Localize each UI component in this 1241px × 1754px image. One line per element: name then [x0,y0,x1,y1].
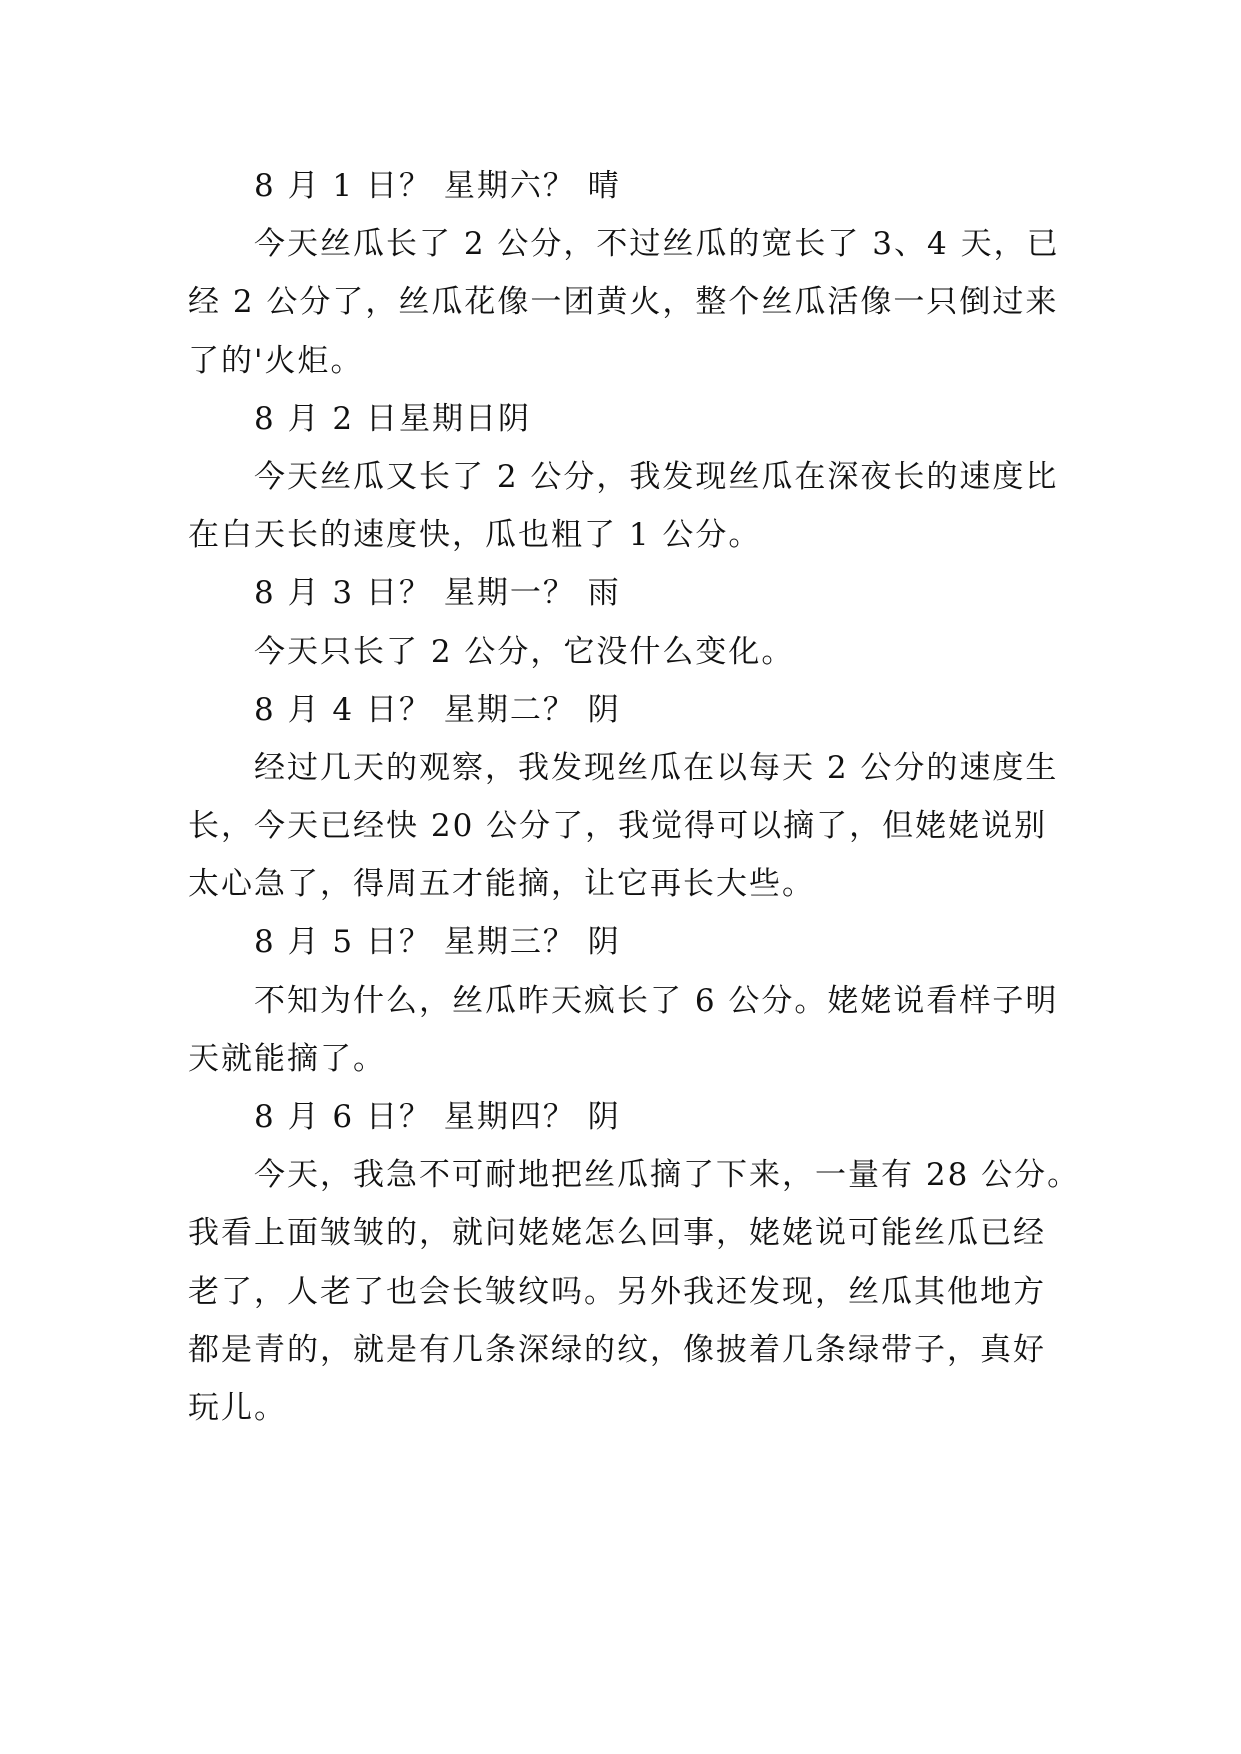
entry-date: 8 月 4 日？ 星期二？ 阴 [254,691,621,728]
entry-text-line: 今天只长了 2 公分，它没什么变化。 [254,633,795,670]
entry-date: 8 月 1 日？ 星期六？ 晴 [254,168,621,204]
entry-text-line: 今天，我急不可耐地把丝瓜摘了下来，一量有 28 公分。 [254,1157,1081,1194]
entry-text-line: 今天丝瓜长了 2 公分，不过丝瓜的宽长了 3、4 天，已 [254,226,1060,263]
entry-text-line: 玩儿。 [188,1389,287,1426]
entry-date: 8 月 5 日？ 星期三？ 阴 [254,924,621,961]
entry-text-line: 不知为什么，丝瓜昨天疯长了 6 公分。姥姥说看样子明 [254,982,1059,1019]
entry-date: 8 月 2 日星期日阴 [254,400,532,437]
entry-text-line: 经过几天的观察，我发现丝瓜在以每天 2 公分的速度生 [254,749,1059,786]
entry-date: 8 月 6 日？ 星期四？ 阴 [254,1099,621,1135]
entry-text-line: 老了，人老了也会长皱纹吗。另外我还发现，丝瓜其他地方 [188,1273,1046,1310]
entry-text-line: 了的'火炬。 [188,342,364,379]
diary-page [188,157,1081,1437]
entry-date: 8 月 3 日？ 星期一？ 雨 [254,575,621,612]
entry-text-line: 今天丝瓜又长了 2 公分，我发现丝瓜在深夜长的速度比 [254,458,1059,495]
entry-text-line: 天就能摘了。 [188,1040,386,1077]
entry-text-line: 都是青的，就是有几条深绿的纹，像披着几条绿带子，真好 [188,1331,1046,1368]
entry-text-line: 我看上面皱皱的，就问姥姥怎么回事，姥姥说可能丝瓜已经 [188,1215,1046,1252]
entry-text-line: 太心急了，得周五才能摘，让它再长大些。 [188,866,815,903]
entry-text-line: 在白天长的速度快，瓜也粗了 1 公分。 [188,517,762,554]
entry-text-line: 经 2 公分了，丝瓜花像一团黄火，整个丝瓜活像一只倒过来 [188,284,1059,321]
entry-text-line: 长，今天已经快 20 公分了，我觉得可以摘了，但姥姥说别 [188,808,1048,845]
